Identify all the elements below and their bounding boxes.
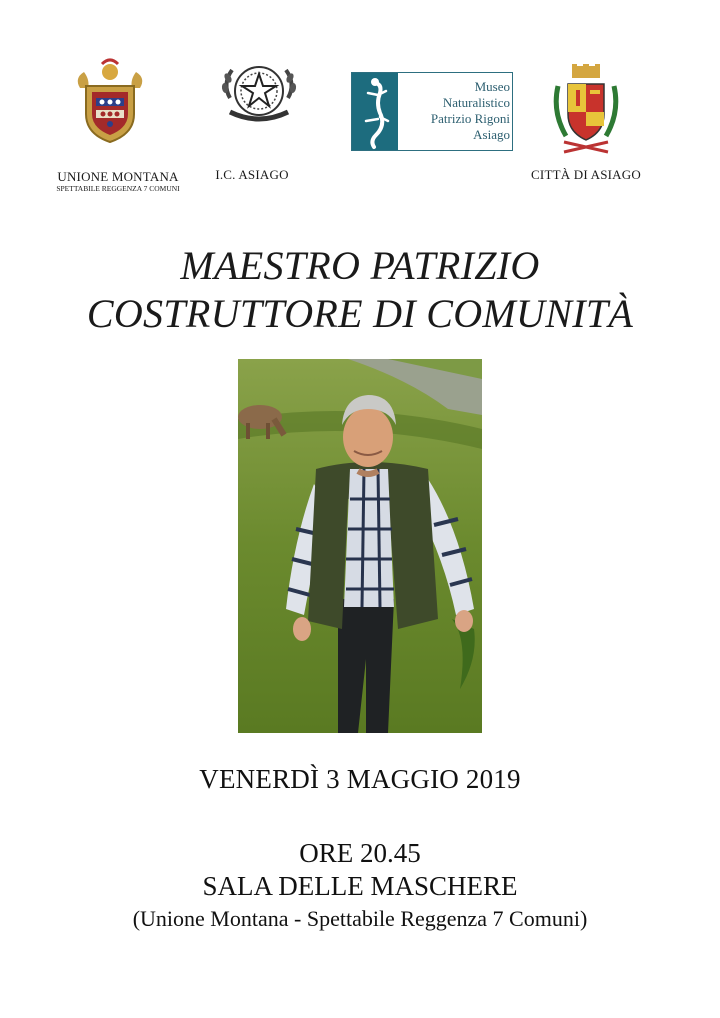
- event-venue: SALA DELLE MASCHERE: [202, 871, 518, 901]
- museo-line: Patrizio Rigoni: [430, 111, 510, 126]
- coat-of-arms-icon: [72, 58, 148, 148]
- museo-name: [402, 79, 510, 143]
- unione-montana-sublabel: SPETTABILE REGGENZA 7 COMUNI: [56, 184, 180, 193]
- museo-logo: [351, 72, 513, 151]
- unione-montana-label: UNIONE MONTANA: [57, 169, 179, 184]
- repubblica-emblem-icon: [216, 60, 302, 128]
- city-crest-icon: [550, 62, 622, 158]
- portrait-photo: [238, 359, 482, 733]
- page-title-line-2: COSTRUTTORE DI COMUNITÀ: [86, 291, 634, 336]
- museo-line: Asiago: [473, 127, 510, 142]
- event-time: ORE 20.45: [299, 838, 421, 868]
- museo-line: Museo: [474, 79, 510, 94]
- page-title-line-1: MAESTRO PATRIZIO: [180, 243, 540, 288]
- ic-asiago-label: I.C. ASIAGO: [215, 167, 289, 182]
- citta-di-asiago-label: CITTÀ DI ASIAGO: [531, 167, 641, 182]
- event-venue-detail: (Unione Montana - Spettabile Reggenza 7 Comuni): [132, 906, 588, 931]
- museo-line: Naturalistico: [442, 95, 510, 110]
- salamander-icon: [352, 73, 398, 150]
- event-date: VENERDÌ 3 MAGGIO 2019: [199, 764, 521, 794]
